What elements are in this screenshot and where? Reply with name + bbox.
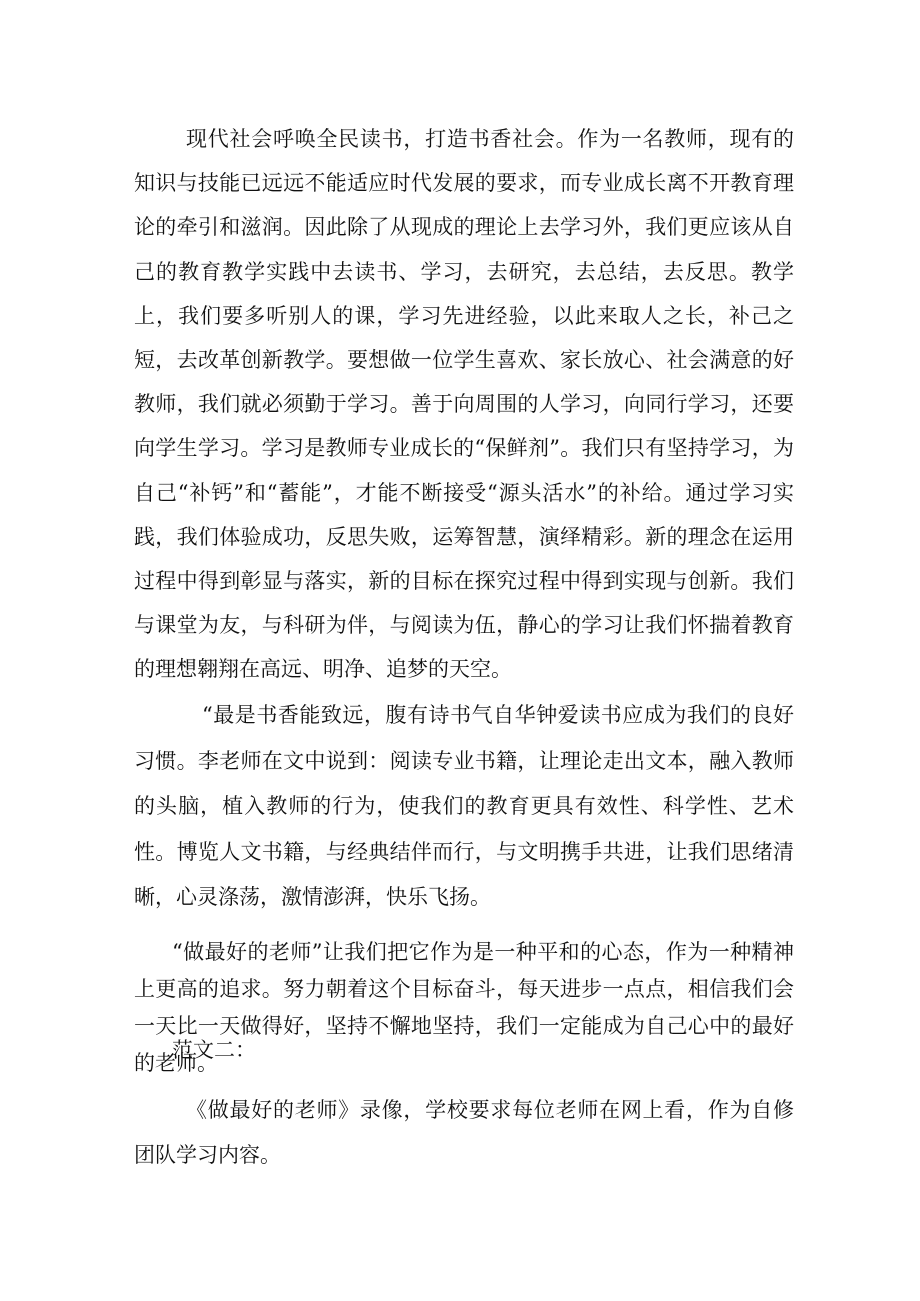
paragraph-book-fragrance: “最是书香能致远，腹有诗书气自华钟爱读书应成为我们的良好习惯。李老师在文中说到：阅读专业书籍，让理论走出文本，融入教师的头脑，植入教师的行为，使我们的教育更具有效性、科学性、艺术性。博览人文书籍，与经典结伴而行，与文明携手共进，让我们思绪清晰，心灵涤荡，激情澎湃，快乐飞扬。 [134,703,794,909]
section-heading-sample-two: 范文二： [172,1038,256,1062]
paragraph-reading-society: 现代社会呼唤全民读书，打造书香社会。作为一名教师，现有的知识与技能已远远不能适应时代发展的要求，而专业成长离不开教育理论的牵引和滋润。因此除了从现成的理论上去学习外，我们更应该从自己的教育教学实践中去读书、学习，去研究，去总结，去反思。教学上，我们要多听别人的课，学习先进经验，以此来取人之长，补己之短，去改革创新教学。要想做一位学生喜欢、家长放心、社会满意的好教师，我们就必须勤于学习。善于向周围的人学习，向同行学习，还要向学生学习。学习是教师专业成长的“保鲜剂”。我们只有坚持学习，为自己“补钙”和“蓄能”，才能不断接受“源头活水”的补给。通过学习实践，我们体验成功，反思失败，运筹智慧，演绎精彩。新的理念在运用过程中得到彰显与落实，新的目标在探究过程中得到实现与创新。我们与课堂为友，与科研为伴，与阅读为伍，静心的学习让我们怀揣着教育的理想翱翔在高远、明净、追梦的天空。 [134,127,794,682]
paragraph-video-study: 《做最好的老师》录像，学校要求每位老师在网上看，作为自修团队学习内容。 [134,1098,794,1167]
paragraph-best-teacher: “做最好的老师”让我们把它作为是一种平和的心态，作为一种精神上更高的追求。努力朝着这个目标奋斗，每天进步一点点，相信我们会一天比一天做得好，坚持不懈地坚持，我们一定能成为自己心中的最好的老师。 [134,940,794,1075]
